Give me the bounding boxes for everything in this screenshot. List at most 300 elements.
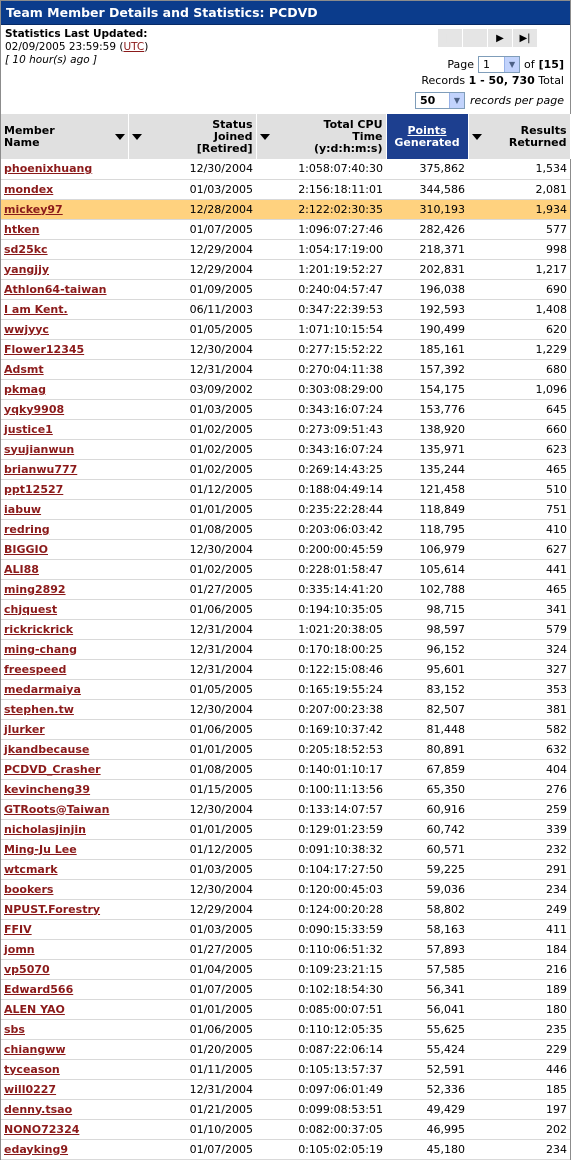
member-name-link[interactable]: yangjjy <box>4 262 50 276</box>
member-name-link[interactable]: Adsmt <box>4 362 44 376</box>
results-cell: 510 <box>468 479 570 499</box>
member-name-link[interactable]: ming2892 <box>4 582 66 596</box>
table-row <box>1 879 570 899</box>
joined-cell: 12/29/2004 <box>128 899 256 919</box>
joined-cell: 01/07/2005 <box>128 219 256 239</box>
sort-arrow-icon[interactable] <box>132 134 142 140</box>
results-cell: 291 <box>468 859 570 879</box>
member-name-cell <box>1 659 128 679</box>
table-row <box>1 639 570 659</box>
cpu-time-cell: 0:090:15:33:59 <box>256 919 386 939</box>
cpu-time-cell: 0:203:06:03:42 <box>256 519 386 539</box>
member-name-cell <box>1 619 128 639</box>
table-row <box>1 1039 570 1059</box>
points-cell: 59,036 <box>386 879 468 899</box>
results-cell: 216 <box>468 959 570 979</box>
member-name-cell <box>1 639 128 659</box>
cpu-time-cell: 0:099:08:53:51 <box>256 1099 386 1119</box>
member-name-link[interactable]: Athlon64-taiwan <box>4 282 107 296</box>
joined-cell: 01/12/2005 <box>128 479 256 499</box>
cpu-time-cell: 0:124:00:20:28 <box>256 899 386 919</box>
cpu-time-cell: 0:109:23:21:15 <box>256 959 386 979</box>
points-cell: 81,448 <box>386 719 468 739</box>
member-name-link[interactable]: sd25kc <box>4 242 48 256</box>
joined-cell: 01/20/2005 <box>128 1039 256 1059</box>
total-label: Total <box>538 74 564 87</box>
table-row <box>1 279 570 299</box>
joined-cell: 01/15/2005 <box>128 779 256 799</box>
joined-cell: 01/05/2005 <box>128 319 256 339</box>
member-name-link[interactable]: edayking9 <box>4 1142 69 1156</box>
joined-cell: 01/03/2005 <box>128 919 256 939</box>
points-cell: 154,175 <box>386 379 468 399</box>
table-row <box>1 759 570 779</box>
joined-cell: 12/31/2004 <box>128 659 256 679</box>
points-cell: 82,507 <box>386 699 468 719</box>
results-cell: 235 <box>468 1019 570 1039</box>
member-name-cell <box>1 339 128 359</box>
joined-cell: 12/28/2004 <box>128 199 256 219</box>
cpu-time-cell: 0:091:10:38:32 <box>256 839 386 859</box>
member-name-cell <box>1 479 128 499</box>
points-cell: 121,458 <box>386 479 468 499</box>
member-name-cell <box>1 219 128 239</box>
results-cell: 579 <box>468 619 570 639</box>
member-name-cell <box>1 879 128 899</box>
points-cell: 157,392 <box>386 359 468 379</box>
column-member-label: Member Name <box>4 123 55 149</box>
joined-cell: 03/09/2002 <box>128 379 256 399</box>
points-cell: 58,802 <box>386 899 468 919</box>
joined-cell: 01/03/2005 <box>128 179 256 199</box>
member-name-cell <box>1 1099 128 1119</box>
results-cell: 465 <box>468 459 570 479</box>
member-name-link[interactable]: mickey97 <box>4 202 63 216</box>
table-row <box>1 719 570 739</box>
results-cell: 259 <box>468 799 570 819</box>
per-page-label: records per page <box>469 94 564 107</box>
member-name-cell <box>1 379 128 399</box>
results-cell: 234 <box>468 879 570 899</box>
member-name-link[interactable]: FFIV <box>4 922 32 936</box>
member-name-cell <box>1 179 128 199</box>
member-name-link[interactable]: htken <box>4 222 40 236</box>
sort-arrow-icon[interactable] <box>260 134 270 140</box>
cpu-time-cell: 0:087:22:06:14 <box>256 1039 386 1059</box>
member-name-link[interactable]: phoenixhuang <box>4 162 93 176</box>
joined-cell: 01/02/2005 <box>128 559 256 579</box>
page-label: Page <box>447 58 475 71</box>
results-cell: 577 <box>468 219 570 239</box>
member-name-link[interactable]: I am Kent. <box>4 302 68 316</box>
points-cell: 118,795 <box>386 519 468 539</box>
total-pages: [15] <box>538 58 564 71</box>
table-row <box>1 399 570 419</box>
member-name-link[interactable]: brianwu777 <box>4 462 78 476</box>
member-name-link[interactable]: jlurker <box>4 722 45 736</box>
points-cell: 98,715 <box>386 599 468 619</box>
results-cell: 465 <box>468 579 570 599</box>
cpu-time-cell: 0:110:06:51:32 <box>256 939 386 959</box>
member-name-cell <box>1 979 128 999</box>
results-cell: 1,217 <box>468 259 570 279</box>
cpu-time-cell: 0:343:16:07:24 <box>256 439 386 459</box>
chevron-down-icon: ▼ <box>504 57 519 72</box>
results-cell: 632 <box>468 739 570 759</box>
table-row <box>1 819 570 839</box>
member-name-cell <box>1 599 128 619</box>
member-name-link[interactable]: ALI88 <box>4 562 39 576</box>
joined-cell: 01/27/2005 <box>128 579 256 599</box>
points-cell: 102,788 <box>386 579 468 599</box>
joined-cell: 01/27/2005 <box>128 939 256 959</box>
cpu-time-cell: 0:133:14:07:57 <box>256 799 386 819</box>
points-cell: 60,742 <box>386 819 468 839</box>
points-cell: 46,995 <box>386 1119 468 1139</box>
member-name-link[interactable]: syujianwun <box>4 442 75 456</box>
stats-updated-time: 02/09/2005 23:59:59 (UTC) <box>5 41 149 53</box>
cpu-time-cell: 2:156:18:11:01 <box>256 179 386 199</box>
member-name-cell <box>1 779 128 799</box>
page-select[interactable] <box>478 56 520 73</box>
results-cell: 411 <box>468 919 570 939</box>
member-name-cell <box>1 1079 128 1099</box>
cpu-time-cell: 0:105:13:57:37 <box>256 1059 386 1079</box>
cpu-time-cell: 0:120:00:45:03 <box>256 879 386 899</box>
member-name-link[interactable]: Flower12345 <box>4 342 85 356</box>
member-name-link[interactable]: ppt12527 <box>4 482 64 496</box>
member-name-cell <box>1 999 128 1019</box>
results-cell: 2,081 <box>468 179 570 199</box>
table-row <box>1 859 570 879</box>
table-row <box>1 899 570 919</box>
member-name-link[interactable]: jkandbecause <box>4 742 90 756</box>
cpu-time-cell: 1:096:07:27:46 <box>256 219 386 239</box>
per-page-select[interactable] <box>415 92 465 109</box>
cpu-time-cell: 0:110:12:05:35 <box>256 1019 386 1039</box>
member-name-link[interactable]: medarmaiya <box>4 682 81 696</box>
column-points-generated[interactable] <box>386 114 468 159</box>
column-cpu-time[interactable] <box>256 114 386 159</box>
table-row <box>1 579 570 599</box>
member-name-link[interactable]: chiangww <box>4 1042 66 1056</box>
member-name-cell <box>1 579 128 599</box>
table-row <box>1 179 570 199</box>
joined-cell: 12/30/2004 <box>128 699 256 719</box>
joined-cell: 01/09/2005 <box>128 279 256 299</box>
page-title: Team Member Details and Statistics: PCDVD <box>1 1 570 25</box>
results-cell: 627 <box>468 539 570 559</box>
prev-page-button[interactable]: ◀ <box>463 29 488 47</box>
cpu-time-cell: 0:270:04:11:38 <box>256 359 386 379</box>
member-name-link[interactable]: justice1 <box>4 422 53 436</box>
records-line <box>421 74 564 87</box>
points-cell: 344,586 <box>386 179 468 199</box>
member-name-link[interactable]: freespeed <box>4 662 67 676</box>
joined-cell: 01/06/2005 <box>128 599 256 619</box>
points-cell: 65,350 <box>386 779 468 799</box>
table-row <box>1 699 570 719</box>
page-select-value: 1 <box>483 58 491 71</box>
member-name-cell <box>1 679 128 699</box>
points-cell: 58,163 <box>386 919 468 939</box>
cpu-time-cell: 0:277:15:52:22 <box>256 339 386 359</box>
results-cell: 404 <box>468 759 570 779</box>
per-page-value: 50 <box>419 94 436 107</box>
cpu-time-cell: 0:228:01:58:47 <box>256 559 386 579</box>
results-cell: 680 <box>468 359 570 379</box>
joined-cell: 12/31/2004 <box>128 1079 256 1099</box>
points-cell: 196,038 <box>386 279 468 299</box>
table-body <box>1 159 570 1159</box>
cpu-time-cell: 0:303:08:29:00 <box>256 379 386 399</box>
stats-datetime: 02/09/2005 23:59:59 <box>5 41 117 53</box>
first-page-button[interactable]: |◀ <box>438 29 463 47</box>
joined-cell: 12/30/2004 <box>128 539 256 559</box>
results-cell: 339 <box>468 819 570 839</box>
member-name-cell <box>1 319 128 339</box>
column-points-link[interactable]: Points <box>407 123 447 137</box>
results-cell: 276 <box>468 779 570 799</box>
results-cell: 645 <box>468 399 570 419</box>
table-row <box>1 159 570 179</box>
points-cell: 105,614 <box>386 559 468 579</box>
next-page-button[interactable]: ▶ <box>488 29 513 47</box>
cpu-time-cell: 0:105:02:05:19 <box>256 1139 386 1159</box>
member-name-cell <box>1 419 128 439</box>
member-name-cell <box>1 299 128 319</box>
table-row <box>1 359 570 379</box>
joined-cell: 01/02/2005 <box>128 459 256 479</box>
member-name-link[interactable]: wwjyyc <box>4 322 49 336</box>
cpu-time-cell: 0:129:01:23:59 <box>256 819 386 839</box>
cpu-time-cell: 2:122:02:30:35 <box>256 199 386 219</box>
results-cell: 381 <box>468 699 570 719</box>
results-cell: 690 <box>468 279 570 299</box>
member-name-cell <box>1 199 128 219</box>
member-name-link[interactable]: redring <box>4 522 50 536</box>
member-name-link[interactable]: NONO72324 <box>4 1122 80 1136</box>
member-name-cell <box>1 499 128 519</box>
joined-cell: 01/08/2005 <box>128 759 256 779</box>
table-row <box>1 939 570 959</box>
member-name-link[interactable]: sbs <box>4 1022 25 1036</box>
member-name-cell <box>1 739 128 759</box>
member-name-link[interactable]: ALEN YAO <box>4 1002 65 1016</box>
results-cell: 202 <box>468 1119 570 1139</box>
table-row <box>1 499 570 519</box>
cpu-time-cell: 0:343:16:07:24 <box>256 399 386 419</box>
joined-cell: 12/31/2004 <box>128 619 256 639</box>
points-cell: 282,426 <box>386 219 468 239</box>
points-cell: 218,371 <box>386 239 468 259</box>
joined-cell: 01/10/2005 <box>128 1119 256 1139</box>
table-row <box>1 1139 570 1159</box>
member-name-cell <box>1 399 128 419</box>
results-cell: 1,934 <box>468 199 570 219</box>
joined-cell: 01/11/2005 <box>128 1059 256 1079</box>
joined-cell: 12/30/2004 <box>128 799 256 819</box>
member-name-link[interactable]: tyceason <box>4 1062 60 1076</box>
stats-updated-label: Statistics Last Updated: <box>5 28 148 40</box>
results-cell: 249 <box>468 899 570 919</box>
points-cell: 185,161 <box>386 339 468 359</box>
last-page-button[interactable]: ▶| <box>513 29 538 47</box>
pager-buttons <box>438 29 564 47</box>
table-row <box>1 619 570 639</box>
table-row <box>1 1059 570 1079</box>
joined-cell: 01/01/2005 <box>128 739 256 759</box>
table-row <box>1 739 570 759</box>
results-cell: 751 <box>468 499 570 519</box>
member-name-link[interactable]: iabuw <box>4 502 42 516</box>
cpu-time-cell: 0:104:17:27:50 <box>256 859 386 879</box>
member-name-link[interactable]: pkmag <box>4 382 46 396</box>
points-cell: 153,776 <box>386 399 468 419</box>
table-row <box>1 259 570 279</box>
member-name-cell <box>1 859 128 879</box>
member-name-link[interactable]: PCDVD_Crasher <box>4 762 101 776</box>
member-name-link[interactable]: GTRoots@Taiwan <box>4 802 110 816</box>
records-per-page <box>415 92 564 109</box>
cpu-time-cell: 0:188:04:49:14 <box>256 479 386 499</box>
member-name-link[interactable]: yqky9908 <box>4 402 65 416</box>
member-name-cell <box>1 1039 128 1059</box>
column-results-returned[interactable] <box>468 114 570 159</box>
table-row <box>1 199 570 219</box>
member-name-cell <box>1 159 128 179</box>
member-name-link[interactable]: nicholasjinjin <box>4 822 86 836</box>
column-member-name[interactable] <box>1 114 128 159</box>
cpu-time-cell: 0:170:18:00:25 <box>256 639 386 659</box>
member-name-link[interactable]: rickrickrick <box>4 622 74 636</box>
table-row <box>1 839 570 859</box>
member-name-link[interactable]: ming-chang <box>4 642 77 656</box>
member-name-link[interactable]: jomn <box>4 942 35 956</box>
cpu-time-cell: 0:085:00:07:51 <box>256 999 386 1019</box>
table-row <box>1 419 570 439</box>
table-row <box>1 439 570 459</box>
member-name-link[interactable]: BIGGIO <box>4 542 48 556</box>
member-name-cell <box>1 899 128 919</box>
member-name-link[interactable]: Edward566 <box>4 982 74 996</box>
joined-cell: 01/05/2005 <box>128 679 256 699</box>
joined-cell: 12/31/2004 <box>128 359 256 379</box>
table-row <box>1 239 570 259</box>
chevron-down-icon: ▼ <box>449 93 464 108</box>
column-status-joined[interactable] <box>128 114 256 159</box>
page-line <box>447 56 564 73</box>
cpu-time-cell: 0:082:00:37:05 <box>256 1119 386 1139</box>
table-row <box>1 379 570 399</box>
joined-cell: 01/08/2005 <box>128 519 256 539</box>
member-name-link[interactable]: stephen.tw <box>4 702 74 716</box>
cpu-time-cell: 0:207:00:23:38 <box>256 699 386 719</box>
points-cell: 96,152 <box>386 639 468 659</box>
cpu-time-cell: 0:100:11:13:56 <box>256 779 386 799</box>
cpu-time-cell: 1:054:17:19:00 <box>256 239 386 259</box>
joined-cell: 01/06/2005 <box>128 1019 256 1039</box>
results-cell: 232 <box>468 839 570 859</box>
table-row <box>1 519 570 539</box>
joined-cell: 01/02/2005 <box>128 419 256 439</box>
points-cell: 135,244 <box>386 459 468 479</box>
column-results-label: Results Returned <box>508 123 567 149</box>
table-row <box>1 559 570 579</box>
table-row <box>1 219 570 239</box>
cpu-time-cell: 1:071:10:15:54 <box>256 319 386 339</box>
points-cell: 52,591 <box>386 1059 468 1079</box>
member-name-link[interactable]: bookers <box>4 882 54 896</box>
member-name-link[interactable]: will0227 <box>4 1082 57 1096</box>
points-cell: 55,424 <box>386 1039 468 1059</box>
results-cell: 185 <box>468 1079 570 1099</box>
sort-arrow-icon[interactable] <box>472 134 482 140</box>
member-name-link[interactable]: chjquest <box>4 602 58 616</box>
member-name-cell <box>1 259 128 279</box>
utc-link[interactable]: UTC <box>123 41 145 53</box>
sort-arrow-icon[interactable] <box>115 134 125 140</box>
joined-cell: 12/30/2004 <box>128 879 256 899</box>
of-label: of <box>524 58 535 71</box>
member-name-cell <box>1 439 128 459</box>
member-name-cell <box>1 759 128 779</box>
points-cell: 83,152 <box>386 679 468 699</box>
cpu-time-cell: 0:335:14:41:20 <box>256 579 386 599</box>
column-points-sub: Generated <box>394 135 460 149</box>
table-row <box>1 1019 570 1039</box>
table-row <box>1 919 570 939</box>
members-table <box>1 114 571 1160</box>
results-cell: 620 <box>468 319 570 339</box>
table-row <box>1 1119 570 1139</box>
points-cell: 60,916 <box>386 799 468 819</box>
results-cell: 1,229 <box>468 339 570 359</box>
member-name-link[interactable]: denny.tsao <box>4 1102 73 1116</box>
member-name-cell <box>1 839 128 859</box>
member-name-link[interactable]: vp5070 <box>4 962 50 976</box>
results-cell: 1,408 <box>468 299 570 319</box>
points-cell: 56,041 <box>386 999 468 1019</box>
cpu-time-cell: 0:200:00:45:59 <box>256 539 386 559</box>
table-row <box>1 679 570 699</box>
points-cell: 375,862 <box>386 159 468 179</box>
member-name-link[interactable]: kevincheng39 <box>4 782 91 796</box>
cpu-time-cell: 1:058:07:40:30 <box>256 159 386 179</box>
member-name-cell <box>1 799 128 819</box>
joined-cell: 12/29/2004 <box>128 239 256 259</box>
member-name-link[interactable]: mondex <box>4 182 54 196</box>
column-status-label: Status Joined [Retired] <box>196 117 253 155</box>
results-cell: 446 <box>468 1059 570 1079</box>
member-name-cell <box>1 559 128 579</box>
points-cell: 60,571 <box>386 839 468 859</box>
results-cell: 998 <box>468 239 570 259</box>
cpu-time-cell: 0:097:06:01:49 <box>256 1079 386 1099</box>
table-row <box>1 999 570 1019</box>
member-name-link[interactable]: Ming-Ju Lee <box>4 842 77 856</box>
member-name-cell <box>1 959 128 979</box>
member-name-link[interactable]: NPUST.Forestry <box>4 902 101 916</box>
results-cell: 229 <box>468 1039 570 1059</box>
member-name-link[interactable]: wtcmark <box>4 862 58 876</box>
results-cell: 582 <box>468 719 570 739</box>
member-name-cell <box>1 699 128 719</box>
table-row <box>1 539 570 559</box>
points-cell: 138,920 <box>386 419 468 439</box>
stats-updated <box>5 28 148 67</box>
joined-cell: 12/29/2004 <box>128 259 256 279</box>
